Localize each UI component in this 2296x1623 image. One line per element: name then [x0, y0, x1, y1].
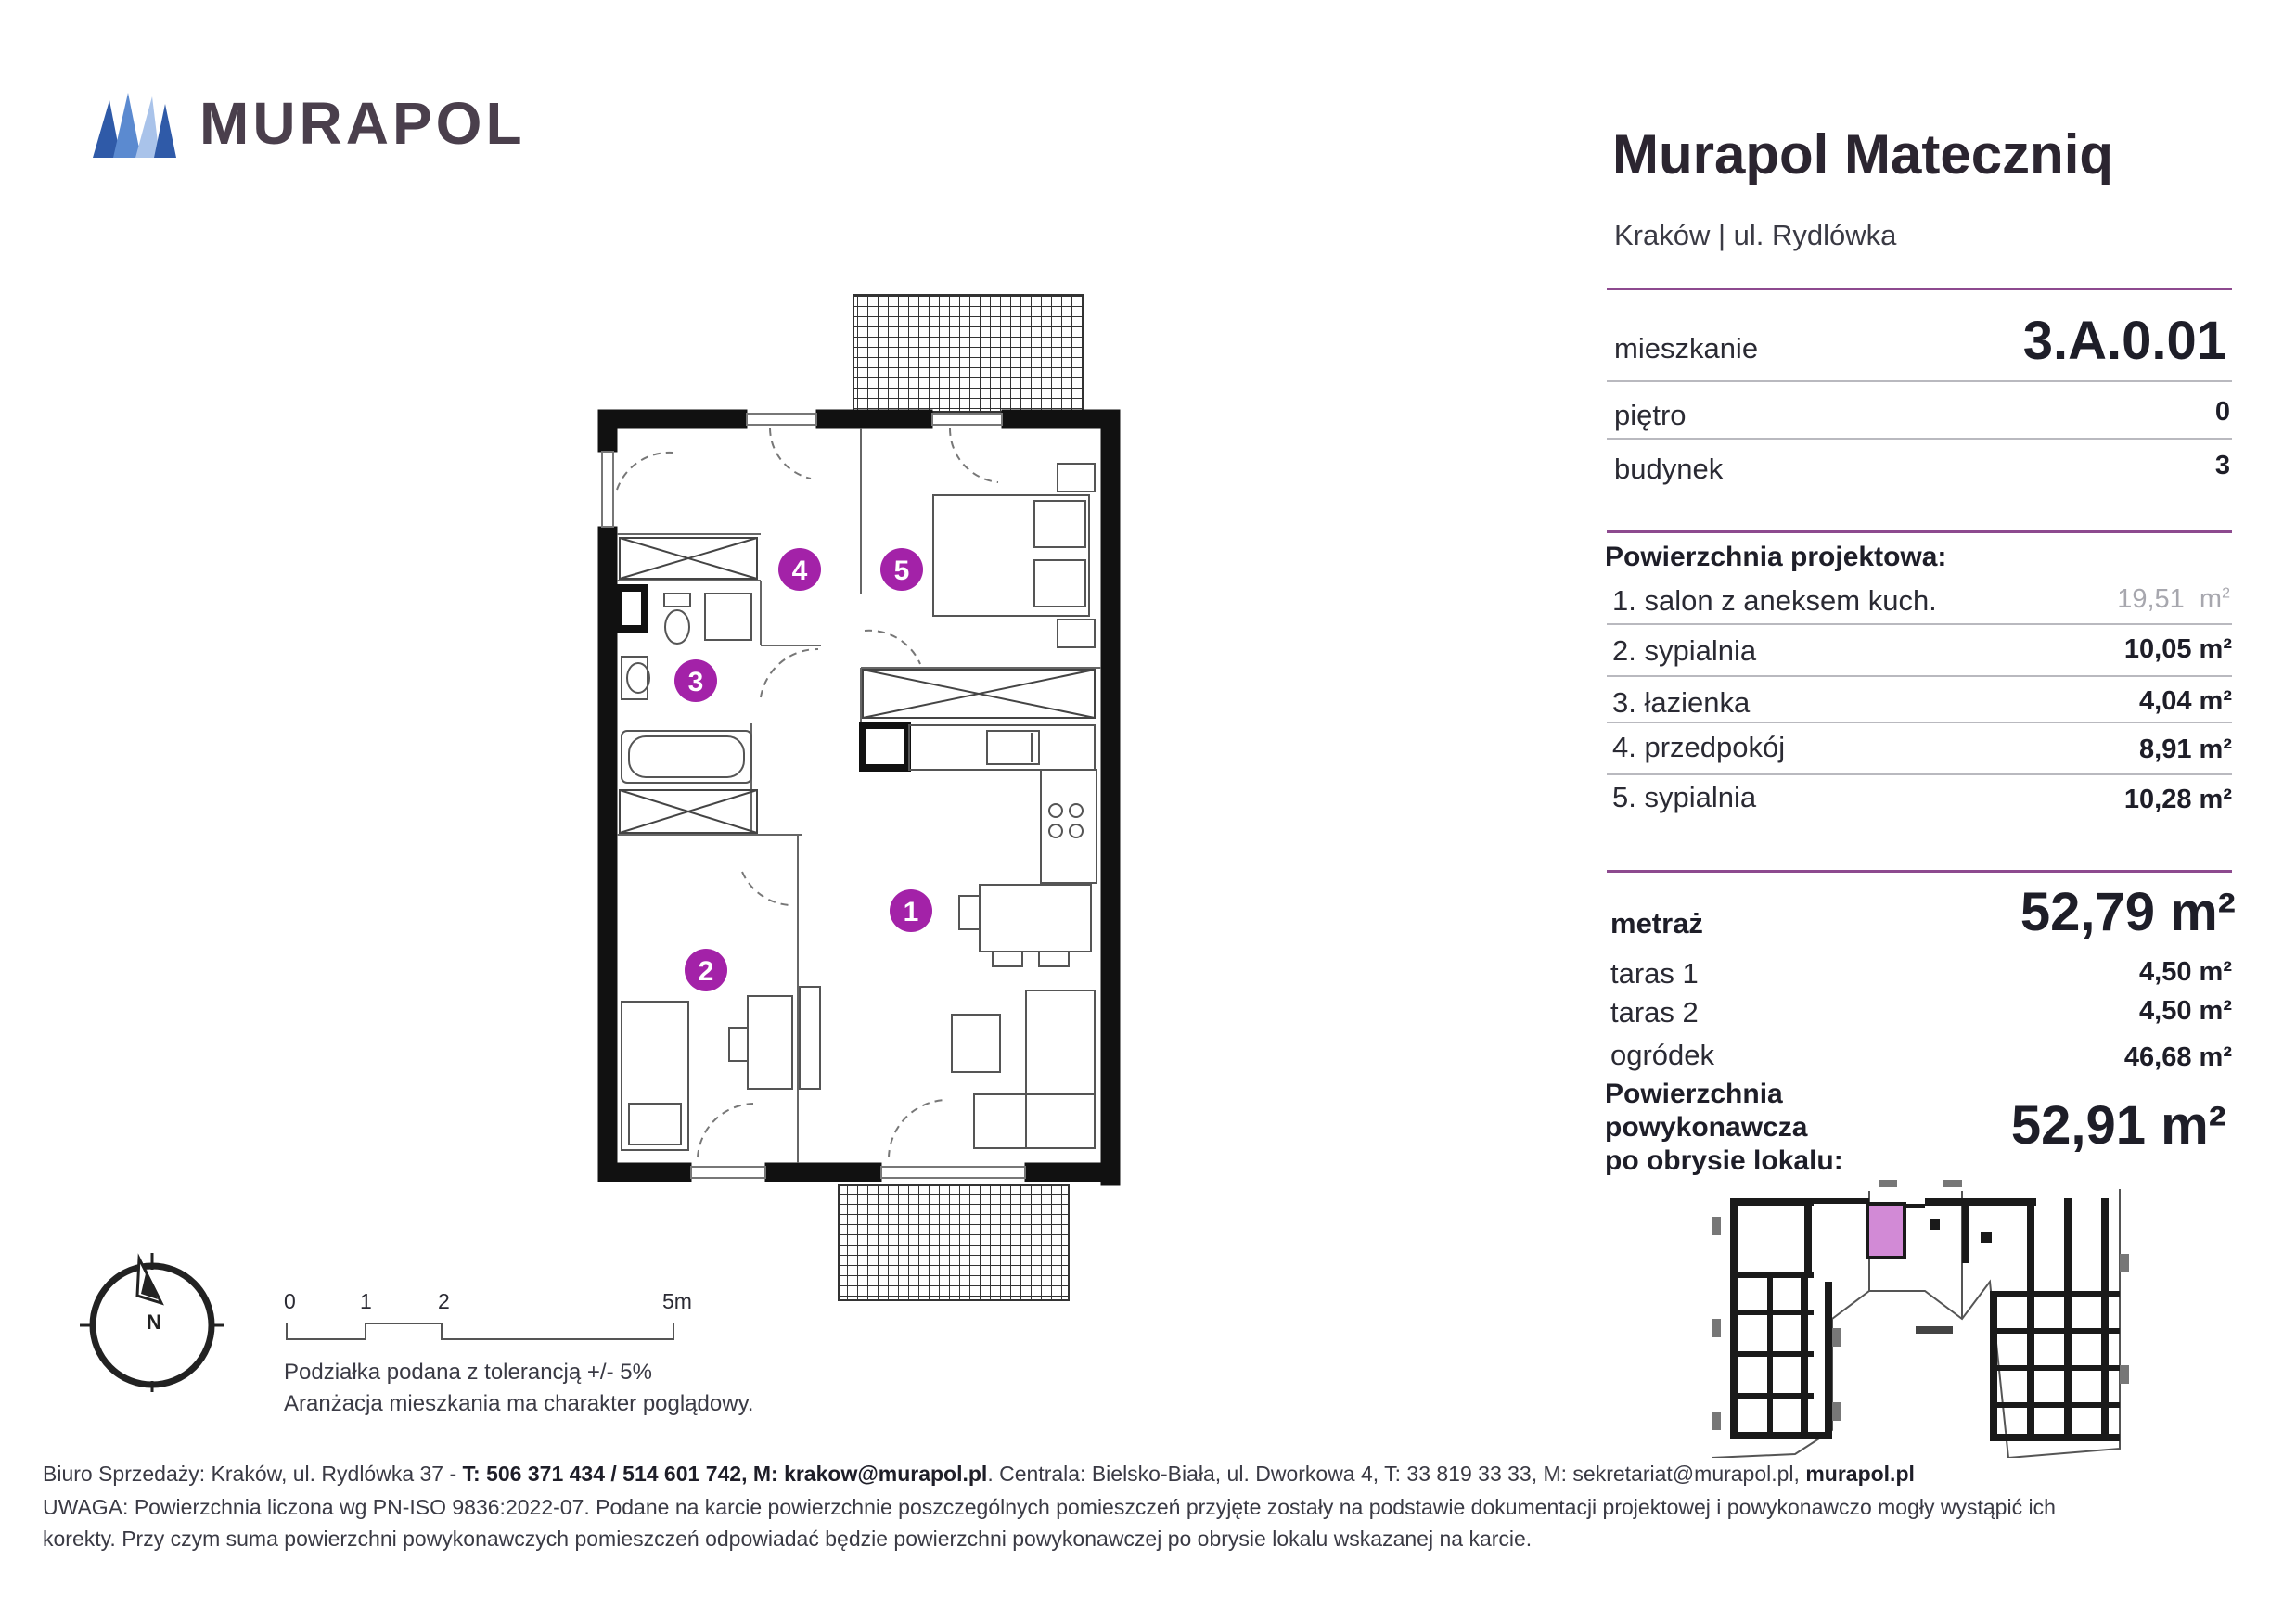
room-1-label: 1. salon z aneksem kuch.	[1612, 584, 1937, 617]
project-title: Murapol Mateczniq	[1612, 123, 2114, 185]
asbuilt-label-line-1: Powierzchnia	[1605, 1079, 1783, 1109]
extra-2-label: taras 2	[1610, 996, 1699, 1029]
floor-value: 0	[2214, 397, 2230, 427]
bed-bedroom-5	[933, 464, 1095, 647]
compass	[72, 1247, 239, 1396]
extra-3-label: ogródek	[1610, 1039, 1715, 1071]
extra-1-label: taras 1	[1610, 957, 1699, 990]
ventilation-shaft	[863, 725, 907, 768]
design-area-heading: Powierzchnia projektowa:	[1605, 542, 1947, 572]
apartment-label: mieszkanie	[1614, 332, 1759, 364]
terrace-top-grid	[853, 295, 1084, 412]
divider	[1607, 380, 2232, 382]
extra-2-value: 4,50 m²	[2139, 996, 2232, 1026]
sofa	[952, 990, 1095, 1148]
sales-office-contact: T: 506 371 434 / 514 601 742, M: krakow@murapol.pl	[462, 1462, 988, 1486]
website-link[interactable]: murapol.pl	[1805, 1462, 1915, 1486]
divider	[1607, 722, 2232, 723]
room-marker-5-label: 5	[893, 556, 910, 586]
divider	[1607, 773, 2232, 775]
room-2-value: 10,05 m²	[2123, 634, 2232, 664]
apartment-number: 3.A.0.01	[2022, 311, 2226, 371]
bed-bedroom-2	[622, 987, 820, 1150]
building-value: 3	[2214, 451, 2230, 480]
room-3-label: 3. łazienka	[1612, 686, 1751, 719]
extra-3-value: 46,68 m²	[2123, 1042, 2232, 1072]
kitchen-counter	[909, 725, 1097, 883]
room-marker-4-label: 4	[791, 556, 808, 586]
room-4-value: 8,91 m²	[2139, 735, 2232, 764]
metraz-value: 52,79 m²	[2020, 882, 2236, 942]
windows	[602, 414, 1025, 1178]
building-key-plan	[1712, 1180, 2129, 1458]
scale-tick-5m: 5m	[662, 1289, 692, 1313]
sales-office-line: Biuro Sprzedaży: Kraków, ul. Rydlówka 37 - T: 506 371 434 / 514 601 742, M: krakow@murapol.pl. Centrala: Bielsko-Biała, ul. Dworkowa 4, T: 33 819 33 33, M: sekretariat@murapol.pl, murapol.pl	[43, 1462, 1915, 1486]
scale-tick-0: 0	[284, 1289, 296, 1313]
scale-note: Podziałka podana z tolerancją +/- 5%	[284, 1360, 652, 1385]
murapol-logo-mark	[93, 93, 176, 158]
notice-line-2: korekty. Przy czym suma powierzchni powykonawczych pomieszczeń odpowiadać będzie powierzchni powykonawczej po obrysie lokalu wskazanej na karcie.	[43, 1527, 1533, 1551]
dining-table	[959, 885, 1091, 966]
scale-tick-2: 2	[438, 1289, 450, 1313]
divider	[1607, 438, 2232, 440]
brand-name: MURAPOL	[199, 90, 526, 157]
room-2-label: 2. sypialnia	[1612, 634, 1757, 667]
scale-bar	[284, 1321, 683, 1343]
divider	[1607, 675, 2232, 677]
layout-note: Aranżacja mieszkania ma charakter poglądowy.	[284, 1391, 754, 1416]
ventilation-shaft	[619, 588, 645, 629]
asbuilt-value: 52,91 m²	[2010, 1095, 2226, 1156]
divider	[1607, 623, 2232, 625]
room-1-value: 19,51 $m^2$	[2117, 584, 2230, 614]
metraz-label: metraż	[1610, 907, 1703, 939]
room-5-label: 5. sypialnia	[1612, 781, 1757, 813]
notice-line-1: UWAGA: Powierzchnia liczona wg PN-ISO 9836:2022-07. Podane na karcie powierzchnie poszczególnych pomieszczeń przyjęte zostały na podstawie dokumentacji projektowej i powykonawczo mogły wystąpić ich	[43, 1495, 2056, 1519]
floor-plan	[575, 288, 1150, 1308]
floor-label: piętro	[1614, 399, 1687, 431]
room-5-value: 10,28 m²	[2123, 785, 2232, 814]
extra-1-value: 4,50 m²	[2139, 957, 2232, 987]
asbuilt-label-line-3: po obrysie lokalu:	[1605, 1145, 1843, 1176]
scale-tick-1: 1	[360, 1289, 372, 1313]
room-marker-1-label: 1	[903, 897, 919, 927]
divider	[1607, 288, 2232, 290]
room-3-value: 4,04 m²	[2139, 686, 2232, 716]
building-label: budynek	[1614, 453, 1724, 485]
room-marker-3-label: 3	[687, 667, 704, 697]
room-4-label: 4. przedpokój	[1612, 731, 1786, 763]
terrace-bottom-grid	[839, 1185, 1069, 1300]
divider	[1607, 870, 2232, 873]
divider	[1607, 530, 2232, 533]
project-location: Kraków | ul. Rydlówka	[1614, 219, 1897, 251]
compass-letter: N	[147, 1310, 161, 1334]
highlighted-unit	[1867, 1204, 1905, 1258]
room-marker-2-label: 2	[698, 956, 714, 987]
asbuilt-label-line-2: powykonawcza	[1605, 1112, 1808, 1143]
